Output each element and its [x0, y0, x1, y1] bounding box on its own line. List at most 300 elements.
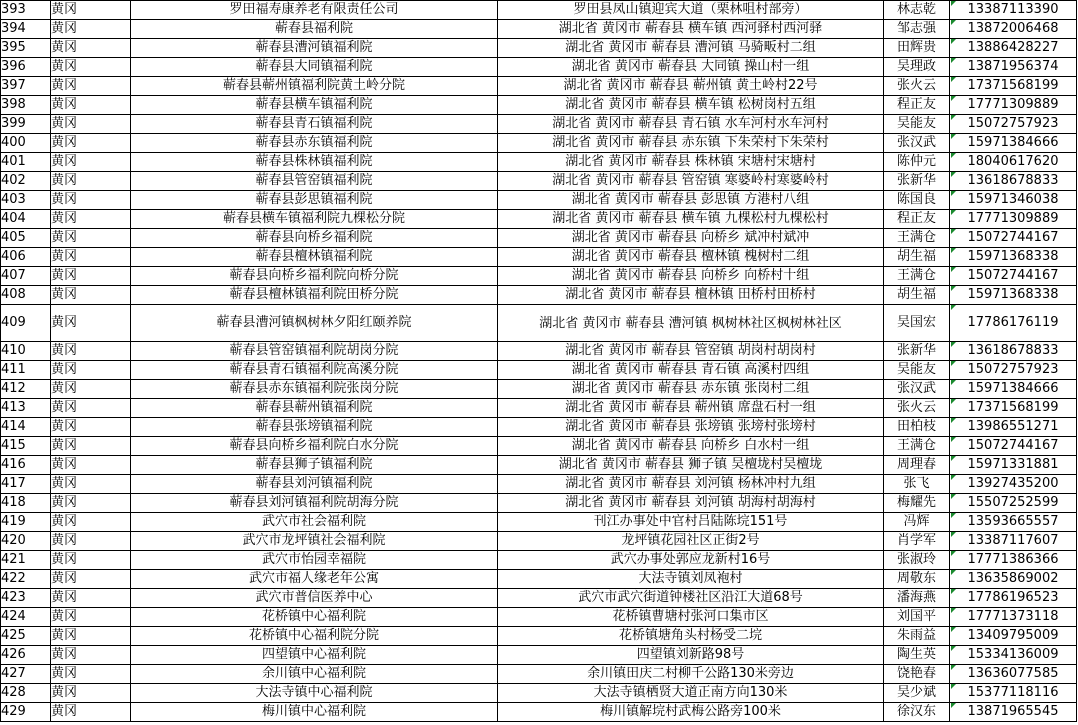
cell-text: 黄冈: [51, 59, 78, 74]
cell-text: 张汉武: [896, 381, 936, 396]
cell-text: 大法寺镇中心福利院: [255, 685, 373, 700]
cell-text: 花桥镇中心福利院: [261, 609, 366, 624]
table-row: [1, 191, 1077, 210]
cell-text: 王满仓: [896, 438, 936, 453]
city-cell[interactable]: [51, 172, 131, 191]
phone-cell[interactable]: [950, 589, 1077, 608]
row-number-cell[interactable]: [1, 380, 51, 399]
phone-cell[interactable]: [950, 1, 1077, 20]
city-cell[interactable]: [51, 134, 131, 153]
city-cell[interactable]: [51, 267, 131, 286]
address-cell[interactable]: [498, 229, 884, 248]
city-cell[interactable]: [51, 58, 131, 77]
row-number-cell[interactable]: [1, 627, 51, 646]
contact-person-cell[interactable]: [884, 191, 950, 210]
institution-name-cell[interactable]: [131, 134, 498, 153]
contact-person-cell[interactable]: [884, 172, 950, 191]
city-cell[interactable]: [51, 361, 131, 380]
cell-text: 程正友: [896, 211, 936, 226]
cell-text: 13409795009: [967, 628, 1059, 643]
row-number-cell[interactable]: [1, 286, 51, 305]
cell-text: 四望镇刘新路98号: [636, 647, 745, 662]
contact-person-cell[interactable]: [884, 58, 950, 77]
phone-cell[interactable]: [950, 267, 1077, 286]
city-cell[interactable]: [51, 589, 131, 608]
city-cell[interactable]: [51, 305, 131, 342]
contact-person-cell[interactable]: [884, 210, 950, 229]
city-cell[interactable]: [51, 191, 131, 210]
address-cell[interactable]: [498, 494, 884, 513]
cell-text: 冯辉: [903, 514, 930, 529]
cell-text: 黄冈: [51, 2, 78, 17]
contact-person-cell[interactable]: [884, 646, 950, 665]
cell-text: 蕲春县横车镇福利院九棵松分院: [222, 211, 405, 226]
cell-text: 吴少斌: [896, 685, 936, 700]
institution-name-cell[interactable]: [131, 286, 498, 305]
city-cell[interactable]: [51, 153, 131, 172]
row-number-cell[interactable]: [1, 342, 51, 361]
city-cell[interactable]: [51, 665, 131, 684]
number-as-text-indicator-icon: [951, 115, 956, 120]
table-row: [1, 684, 1077, 703]
institution-name-cell[interactable]: [131, 20, 498, 39]
phone-cell[interactable]: [950, 191, 1077, 210]
row-number-cell[interactable]: [1, 153, 51, 172]
contact-person-cell[interactable]: [884, 361, 950, 380]
phone-cell[interactable]: [950, 96, 1077, 115]
address-cell[interactable]: [498, 684, 884, 703]
institution-name-cell[interactable]: [131, 494, 498, 513]
contact-person-cell[interactable]: [884, 286, 950, 305]
cell-text: 424: [1, 609, 26, 624]
phone-cell[interactable]: [950, 703, 1077, 722]
row-number-cell[interactable]: [1, 58, 51, 77]
institution-name-cell[interactable]: [131, 399, 498, 418]
number-as-text-indicator-icon: [951, 96, 956, 101]
institution-name-cell[interactable]: [131, 589, 498, 608]
row-number-cell[interactable]: [1, 134, 51, 153]
phone-cell[interactable]: [950, 608, 1077, 627]
address-cell[interactable]: [498, 96, 884, 115]
cell-text: 蕲春县张塝镇福利院: [255, 419, 373, 434]
institution-name-cell[interactable]: [131, 229, 498, 248]
address-cell[interactable]: [498, 286, 884, 305]
address-cell[interactable]: [498, 191, 884, 210]
address-cell[interactable]: [498, 380, 884, 399]
row-number-cell[interactable]: [1, 172, 51, 191]
phone-cell[interactable]: [950, 494, 1077, 513]
institution-name-cell[interactable]: [131, 77, 498, 96]
number-as-text-indicator-icon: [951, 20, 956, 25]
address-cell[interactable]: [498, 399, 884, 418]
institution-name-cell[interactable]: [131, 191, 498, 210]
number-as-text-indicator-icon: [951, 551, 956, 556]
number-as-text-indicator-icon: [951, 286, 956, 291]
address-cell[interactable]: [498, 551, 884, 570]
contact-person-cell[interactable]: [884, 684, 950, 703]
phone-cell[interactable]: [950, 456, 1077, 475]
contact-person-cell[interactable]: [884, 267, 950, 286]
contact-person-cell[interactable]: [884, 456, 950, 475]
contact-person-cell[interactable]: [884, 96, 950, 115]
phone-cell[interactable]: [950, 77, 1077, 96]
phone-cell[interactable]: [950, 229, 1077, 248]
cell-text: 余川镇田庆二村柳千公路130米旁边: [587, 666, 794, 681]
row-number-cell[interactable]: [1, 570, 51, 589]
row-number-cell[interactable]: [1, 608, 51, 627]
phone-cell[interactable]: [950, 39, 1077, 58]
address-cell[interactable]: [498, 248, 884, 267]
cell-text: 罗田福寿康养老有限责任公司: [229, 2, 399, 17]
address-cell[interactable]: [498, 153, 884, 172]
city-cell[interactable]: [51, 77, 131, 96]
cell-text: 张汉武: [896, 135, 936, 150]
row-number-cell[interactable]: [1, 210, 51, 229]
contact-person-cell[interactable]: [884, 39, 950, 58]
cell-text: 黄冈: [51, 154, 78, 169]
cell-text: 蕲春县福利院: [274, 21, 353, 36]
phone-cell[interactable]: [950, 570, 1077, 589]
institution-name-cell[interactable]: [131, 418, 498, 437]
table-row: [1, 608, 1077, 627]
phone-cell[interactable]: [950, 172, 1077, 191]
contact-person-cell[interactable]: [884, 380, 950, 399]
cell-text: 黄冈: [51, 135, 78, 150]
contact-person-cell[interactable]: [884, 134, 950, 153]
cell-text: 黄冈: [51, 533, 78, 548]
address-cell[interactable]: [498, 58, 884, 77]
cell-text: 406: [1, 249, 26, 264]
cell-text: 15971346038: [967, 192, 1059, 207]
institution-name-cell[interactable]: [131, 703, 498, 722]
row-number-cell[interactable]: [1, 39, 51, 58]
phone-cell[interactable]: [950, 627, 1077, 646]
institution-name-cell[interactable]: [131, 608, 498, 627]
row-number-cell[interactable]: [1, 1, 51, 20]
address-cell[interactable]: [498, 646, 884, 665]
row-number-cell[interactable]: [1, 248, 51, 267]
phone-cell[interactable]: [950, 437, 1077, 456]
institution-name-cell[interactable]: [131, 646, 498, 665]
row-number-cell[interactable]: [1, 532, 51, 551]
city-cell[interactable]: [51, 475, 131, 494]
address-cell[interactable]: [498, 77, 884, 96]
city-cell[interactable]: [51, 380, 131, 399]
cell-text: 黄冈: [51, 400, 78, 415]
number-as-text-indicator-icon: [951, 134, 956, 139]
cell-text: 13618678833: [967, 173, 1059, 188]
table-row: [1, 399, 1077, 418]
contact-person-cell[interactable]: [884, 248, 950, 267]
contact-person-cell[interactable]: [884, 229, 950, 248]
cell-text: 蕲春县蕲州镇福利院黄土岭分院: [222, 78, 405, 93]
phone-cell[interactable]: [950, 210, 1077, 229]
city-cell[interactable]: [51, 608, 131, 627]
cell-text: 410: [1, 343, 26, 358]
institution-name-cell[interactable]: [131, 96, 498, 115]
contact-person-cell[interactable]: [884, 627, 950, 646]
cell-text: 17371568199: [967, 400, 1059, 415]
contact-person-cell[interactable]: [884, 665, 950, 684]
row-number-cell[interactable]: [1, 267, 51, 286]
institution-name-cell[interactable]: [131, 1, 498, 20]
contact-person-cell[interactable]: [884, 153, 950, 172]
city-cell[interactable]: [51, 627, 131, 646]
contact-person-cell[interactable]: [884, 418, 950, 437]
cell-text: 蕲春县管窑镇福利院: [255, 173, 373, 188]
cell-text: 黄冈: [51, 78, 78, 93]
institution-name-cell[interactable]: [131, 267, 498, 286]
table-row: [1, 703, 1077, 722]
contact-person-cell[interactable]: [884, 342, 950, 361]
address-cell[interactable]: [498, 361, 884, 380]
city-cell[interactable]: [51, 96, 131, 115]
row-number-cell[interactable]: [1, 513, 51, 532]
address-cell[interactable]: [498, 532, 884, 551]
city-cell[interactable]: [51, 115, 131, 134]
address-cell[interactable]: [498, 456, 884, 475]
cell-text: 397: [1, 78, 26, 93]
cell-text: 湖北省 黄冈市 蕲春县 檀林镇 槐树村二组: [571, 249, 810, 264]
institution-name-cell[interactable]: [131, 475, 498, 494]
institution-name-cell[interactable]: [131, 665, 498, 684]
city-cell[interactable]: [51, 456, 131, 475]
contact-person-cell[interactable]: [884, 77, 950, 96]
institution-name-cell[interactable]: [131, 437, 498, 456]
cell-text: 张淑玲: [896, 552, 936, 567]
phone-cell[interactable]: [950, 20, 1077, 39]
cell-text: 黄冈: [51, 21, 78, 36]
cell-text: 13986551271: [967, 419, 1059, 434]
city-cell[interactable]: [51, 646, 131, 665]
cell-text: 418: [1, 495, 26, 510]
row-number-cell[interactable]: [1, 20, 51, 39]
institution-name-cell[interactable]: [131, 172, 498, 191]
city-cell[interactable]: [51, 437, 131, 456]
phone-cell[interactable]: [950, 342, 1077, 361]
cell-text: 13886428227: [967, 40, 1059, 55]
phone-cell[interactable]: [950, 248, 1077, 267]
address-cell[interactable]: [498, 267, 884, 286]
phone-cell[interactable]: [950, 153, 1077, 172]
city-cell[interactable]: [51, 551, 131, 570]
cell-text: 朱雨益: [896, 628, 936, 643]
city-cell[interactable]: [51, 513, 131, 532]
row-number-cell[interactable]: [1, 684, 51, 703]
address-cell[interactable]: [498, 475, 884, 494]
contact-person-cell[interactable]: [884, 551, 950, 570]
row-number-cell[interactable]: [1, 703, 51, 722]
cell-text: 武穴市福人缘老年公寓: [248, 571, 379, 586]
phone-cell[interactable]: [950, 134, 1077, 153]
cell-text: 15072744167: [967, 268, 1059, 283]
cell-text: 湖北省 黄冈市 蕲春县 刘河镇 杨林冲村九组: [565, 476, 816, 491]
institution-name-cell[interactable]: [131, 456, 498, 475]
address-cell[interactable]: [498, 418, 884, 437]
contact-person-cell[interactable]: [884, 305, 950, 342]
contact-person-cell[interactable]: [884, 513, 950, 532]
institution-name-cell[interactable]: [131, 153, 498, 172]
cell-text: 393: [1, 2, 26, 17]
phone-cell[interactable]: [950, 305, 1077, 342]
institution-name-cell[interactable]: [131, 210, 498, 229]
phone-cell[interactable]: [950, 532, 1077, 551]
address-cell[interactable]: [498, 437, 884, 456]
contact-person-cell[interactable]: [884, 570, 950, 589]
city-cell[interactable]: [51, 703, 131, 722]
cell-text: 湖北省 黄冈市 蕲春县 蕲州镇 席盘石村一组: [565, 400, 816, 415]
city-cell[interactable]: [51, 1, 131, 20]
row-number-cell[interactable]: [1, 475, 51, 494]
row-number-cell[interactable]: [1, 77, 51, 96]
institution-name-cell[interactable]: [131, 684, 498, 703]
phone-cell[interactable]: [950, 399, 1077, 418]
address-cell[interactable]: [498, 115, 884, 134]
city-cell[interactable]: [51, 399, 131, 418]
contact-person-cell[interactable]: [884, 115, 950, 134]
cell-text: 13871965545: [967, 704, 1059, 719]
city-cell[interactable]: [51, 570, 131, 589]
row-number-cell[interactable]: [1, 418, 51, 437]
cell-text: 黄冈: [51, 628, 78, 643]
address-cell[interactable]: [498, 134, 884, 153]
institution-name-cell[interactable]: [131, 248, 498, 267]
phone-cell[interactable]: [950, 361, 1077, 380]
row-number-cell[interactable]: [1, 551, 51, 570]
city-cell[interactable]: [51, 684, 131, 703]
institution-name-cell[interactable]: [131, 39, 498, 58]
institution-name-cell[interactable]: [131, 532, 498, 551]
number-as-text-indicator-icon: [951, 494, 956, 499]
contact-person-cell[interactable]: [884, 703, 950, 722]
address-cell[interactable]: [498, 513, 884, 532]
city-cell[interactable]: [51, 248, 131, 267]
cell-text: 湖北省 黄冈市 蕲春县 蕲州镇 黄土岭村22号: [563, 78, 818, 93]
phone-cell[interactable]: [950, 646, 1077, 665]
row-number-cell[interactable]: [1, 191, 51, 210]
contact-person-cell[interactable]: [884, 589, 950, 608]
city-cell[interactable]: [51, 494, 131, 513]
phone-cell[interactable]: [950, 286, 1077, 305]
institution-name-cell[interactable]: [131, 380, 498, 399]
contact-person-cell[interactable]: [884, 532, 950, 551]
row-number-cell[interactable]: [1, 589, 51, 608]
contact-person-cell[interactable]: [884, 1, 950, 20]
phone-cell[interactable]: [950, 58, 1077, 77]
cell-text: 湖北省 黄冈市 蕲春县 张塝镇 张塝村张塝村: [565, 419, 816, 434]
city-cell[interactable]: [51, 210, 131, 229]
phone-cell[interactable]: [950, 551, 1077, 570]
number-as-text-indicator-icon: [951, 1, 956, 6]
number-as-text-indicator-icon: [951, 665, 956, 670]
row-number-cell[interactable]: [1, 646, 51, 665]
phone-cell[interactable]: [950, 475, 1077, 494]
row-number-cell[interactable]: [1, 115, 51, 134]
address-cell[interactable]: [498, 665, 884, 684]
institution-name-cell[interactable]: [131, 627, 498, 646]
phone-cell[interactable]: [950, 513, 1077, 532]
institution-name-cell[interactable]: [131, 342, 498, 361]
city-cell[interactable]: [51, 418, 131, 437]
city-cell[interactable]: [51, 229, 131, 248]
address-cell[interactable]: [498, 305, 884, 342]
city-cell[interactable]: [51, 20, 131, 39]
phone-cell[interactable]: [950, 380, 1077, 399]
city-cell[interactable]: [51, 39, 131, 58]
city-cell[interactable]: [51, 286, 131, 305]
address-cell[interactable]: [498, 627, 884, 646]
row-number-cell[interactable]: [1, 456, 51, 475]
cell-text: 422: [1, 571, 26, 586]
cell-text: 湖北省 黄冈市 蕲春县 赤东镇 张岗村二组: [571, 381, 810, 396]
cell-text: 张新华: [896, 343, 936, 358]
row-number-cell[interactable]: [1, 361, 51, 380]
contact-person-cell[interactable]: [884, 20, 950, 39]
institution-name-cell[interactable]: [131, 361, 498, 380]
address-cell[interactable]: [498, 39, 884, 58]
phone-cell[interactable]: [950, 684, 1077, 703]
city-cell[interactable]: [51, 532, 131, 551]
institution-name-cell[interactable]: [131, 570, 498, 589]
institution-name-cell[interactable]: [131, 58, 498, 77]
contact-person-cell[interactable]: [884, 475, 950, 494]
cell-text: 407: [1, 268, 26, 283]
institution-name-cell[interactable]: [131, 305, 498, 342]
cell-text: 潘海燕: [896, 590, 936, 605]
address-cell[interactable]: [498, 608, 884, 627]
contact-person-cell[interactable]: [884, 494, 950, 513]
cell-text: 龙坪镇花园社区正街2号: [621, 533, 760, 548]
contact-person-cell[interactable]: [884, 437, 950, 456]
cell-text: 黄冈: [51, 381, 78, 396]
row-number-cell[interactable]: [1, 665, 51, 684]
address-cell[interactable]: [498, 342, 884, 361]
cell-text: 刊江办事处中官村吕陆陈垸151号: [593, 514, 788, 529]
cell-text: 湖北省 黄冈市 蕲春县 横车镇 西河驿村西河驿: [558, 21, 823, 36]
row-number-cell[interactable]: [1, 229, 51, 248]
phone-cell[interactable]: [950, 665, 1077, 684]
address-cell[interactable]: [498, 589, 884, 608]
phone-cell[interactable]: [950, 115, 1077, 134]
institution-name-cell[interactable]: [131, 551, 498, 570]
row-number-cell[interactable]: [1, 96, 51, 115]
row-number-cell[interactable]: [1, 399, 51, 418]
address-cell[interactable]: [498, 210, 884, 229]
contact-person-cell[interactable]: [884, 608, 950, 627]
address-cell[interactable]: [498, 570, 884, 589]
cell-text: 王满仓: [896, 268, 936, 283]
row-number-cell[interactable]: [1, 494, 51, 513]
cell-text: 415: [1, 438, 26, 453]
institution-name-cell[interactable]: [131, 115, 498, 134]
cell-text: 414: [1, 419, 26, 434]
phone-cell[interactable]: [950, 418, 1077, 437]
row-number-cell[interactable]: [1, 305, 51, 342]
contact-person-cell[interactable]: [884, 399, 950, 418]
city-cell[interactable]: [51, 342, 131, 361]
cell-text: 黄冈: [51, 704, 78, 719]
address-cell[interactable]: [498, 172, 884, 191]
cell-text: 黄冈: [51, 362, 78, 377]
row-number-cell[interactable]: [1, 437, 51, 456]
cell-text: 蕲春县管窑镇福利院胡岗分院: [229, 343, 399, 358]
address-cell[interactable]: [498, 20, 884, 39]
institution-name-cell[interactable]: [131, 513, 498, 532]
address-cell[interactable]: [498, 1, 884, 20]
cell-text: 武穴市龙坪镇社会福利院: [242, 533, 386, 548]
cell-text: 13927435200: [967, 476, 1059, 491]
address-cell[interactable]: [498, 703, 884, 722]
